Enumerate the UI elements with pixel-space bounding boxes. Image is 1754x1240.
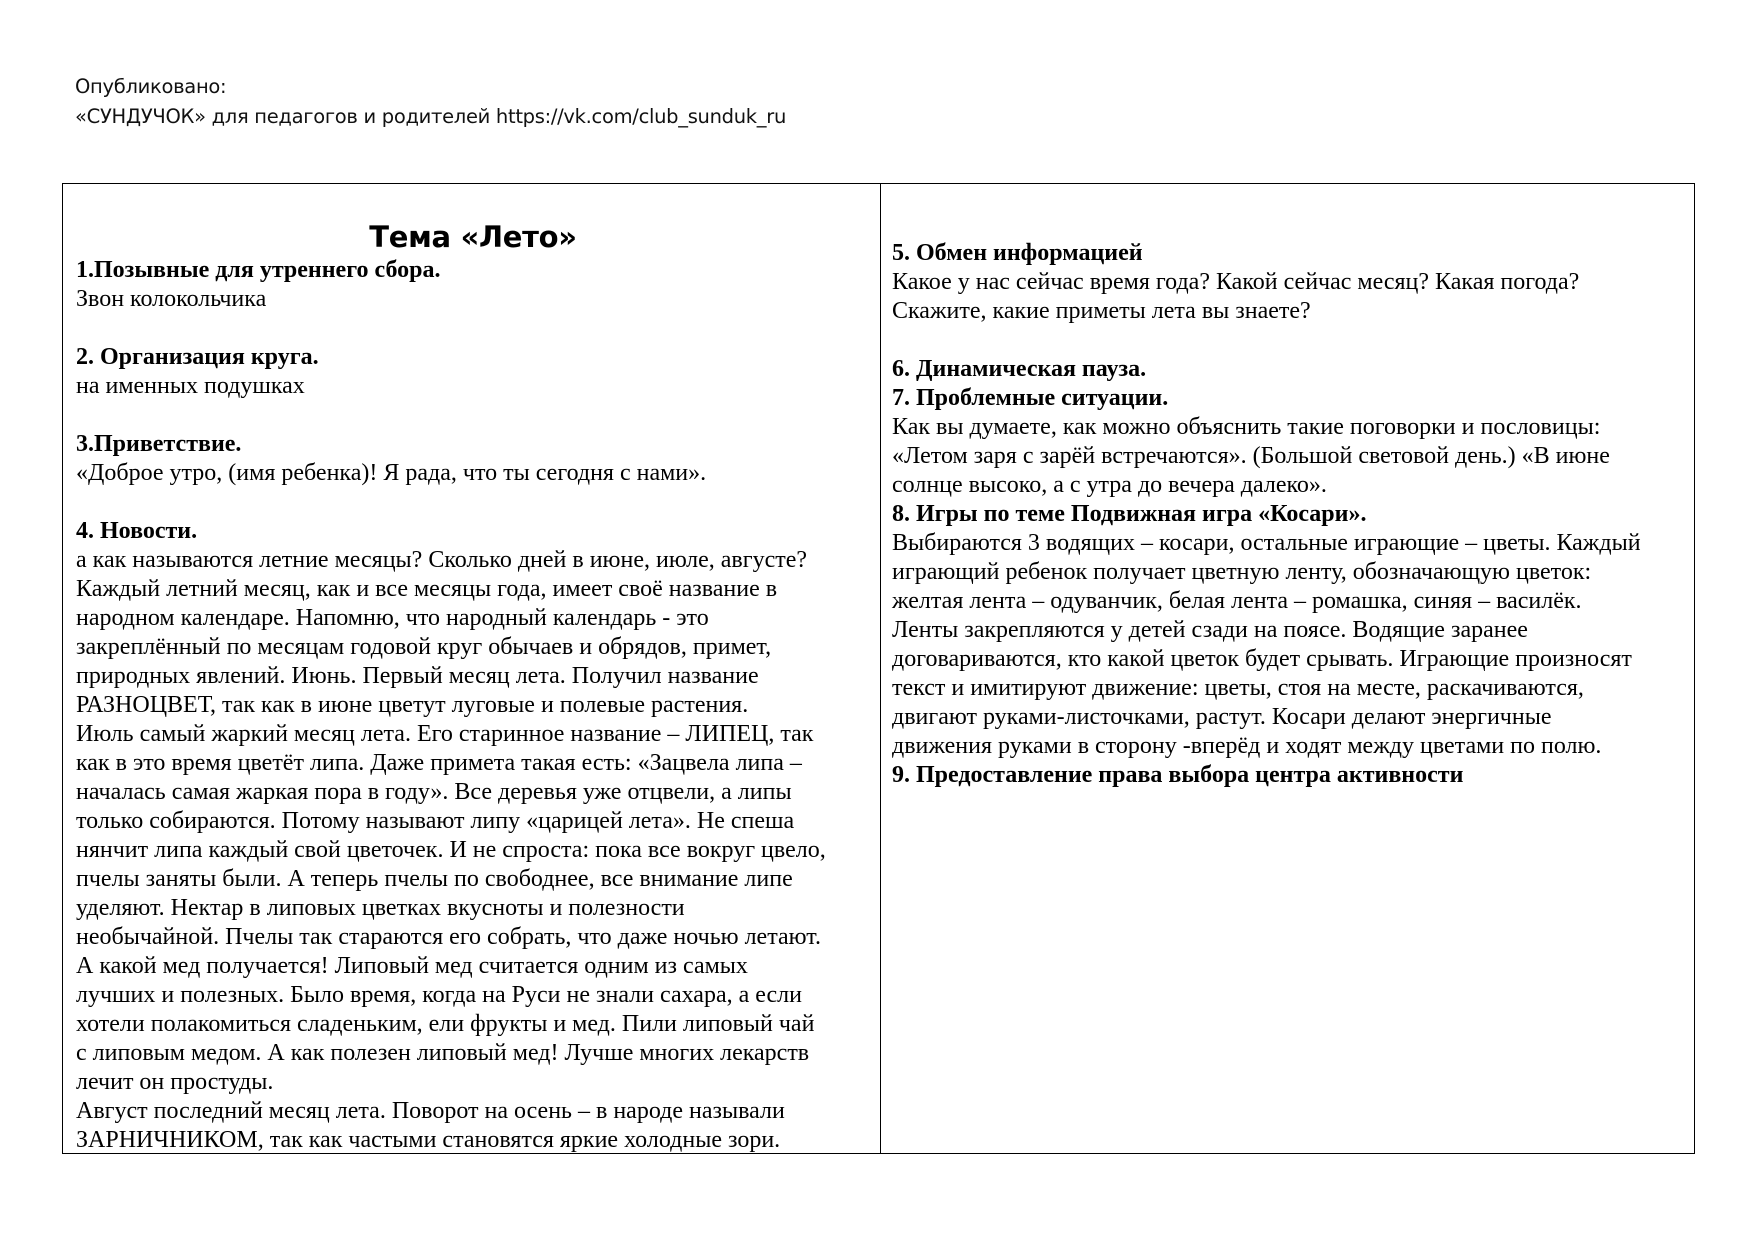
left-column	[63, 184, 881, 1153]
text-line: Ленты закрепляются у детей сзади на поясе. Водящие заранее	[892, 617, 1528, 643]
section-2-heading: 2. Организация круга.	[76, 344, 319, 370]
text-line: необычайной. Пчелы так стараются его собрать, что даже ночью летают.	[76, 924, 821, 950]
text-line: началась самая жаркая пора в году». Все деревья уже отцвели, а липы	[76, 779, 792, 805]
section-8-text	[892, 529, 1686, 761]
text-line: договариваются, кто какой цветок будет срывать. Играющие произносят	[892, 646, 1632, 672]
text-line: Каждый летний месяц, как и все месяцы года, имеет своё название в	[76, 576, 778, 602]
text-line: природных явлений. Июнь. Первый месяц лета. Получил название	[76, 663, 759, 689]
text-line: РАЗНОЦВЕТ, так как в июне цветут луговые и полевые растения.	[76, 692, 749, 718]
text-line: движения руками в сторону -вперёд и ходят между цветами по полю.	[892, 733, 1602, 759]
section-3-text: «Доброе утро, (имя ребенка)! Я рада, что ты сегодня с нами».	[76, 460, 707, 486]
text-line: нянчит липа каждый свой цветочек. И не спроста: пока все вокруг цвело,	[76, 837, 826, 863]
right-column	[881, 184, 1694, 1153]
text-line: уделяют. Нектар в липовых цветках вкусноты и полезности	[76, 895, 685, 921]
text-line: хотели полакомиться сладеньким, ели фрукты и мед. Пили липовый чай	[76, 1011, 815, 1037]
text-line: желтая лента – одуванчик, белая лента – ромашка, синяя – василёк.	[892, 588, 1582, 614]
text-line: Август последний месяц лета. Поворот на осень – в народе называли	[76, 1098, 785, 1124]
published-header	[75, 72, 786, 132]
section-4-text	[76, 546, 870, 1153]
section-1-text: Звон колокольчика	[76, 286, 267, 312]
text-line: ЗАРНИЧНИКОМ, так как частыми становятся яркие холодные зори.	[76, 1127, 781, 1153]
text-line: лучших и полезных. Было время, когда на Руси не знали сахара, а если	[76, 982, 802, 1008]
text-line: Выбираются 3 водящих – косари, остальные играющие – цветы. Каждый	[892, 530, 1641, 556]
text-line: как в это время цветёт липа. Даже примета такая есть: «Зацвела липа –	[76, 750, 802, 776]
section-9-heading: 9. Предоставление права выбора центра активности	[892, 762, 1464, 788]
text-line: с липовым медом. А как полезен липовый мед! Лучше многих лекарств	[76, 1040, 810, 1066]
text-line: закреплённый по месяцам годовой круг обычаев и обрядов, примет,	[76, 634, 772, 660]
text-line: играющий ребенок получает цветную ленту, обозначающую цветок:	[892, 559, 1592, 585]
section-5-heading: 5. Обмен информацией	[892, 240, 1143, 266]
section-1-heading: 1.Позывные для утреннего сбора.	[76, 257, 441, 283]
text-line: текст и имитируют движение: цветы, стоя на месте, раскачиваются,	[892, 675, 1584, 701]
text-line: народном календаре. Напомню, что народный календарь - это	[76, 605, 709, 631]
text-line: пчелы заняты были. А теперь пчелы по свободнее, все внимание липе	[76, 866, 793, 892]
section-8-heading: 8. Игры по теме Подвижная игра «Косари».	[892, 501, 1367, 527]
text-line: Какое у нас сейчас время года? Какой сейчас месяц? Какая погода?	[892, 269, 1580, 295]
text-line: а как называются летние месяцы? Сколько дней в июне, июле, августе?	[76, 547, 808, 573]
section-6-heading: 6. Динамическая пауза.	[892, 356, 1147, 382]
text-line: лечит он простуды.	[76, 1069, 274, 1095]
published-label: Опубликовано:	[75, 75, 227, 98]
section-3-heading: 3.Приветствие.	[76, 431, 242, 457]
text-line: солнце высоко, а с утра до вечера далеко».	[892, 472, 1327, 498]
section-7-text	[892, 413, 1686, 500]
text-line: только собираются. Потому называют липу «царицей лета». Не спеша	[76, 808, 795, 834]
source-line: «СУНДУЧОК» для педагогов и родителей https://vk.com/club_sunduk_ru	[75, 105, 787, 128]
section-7-heading: 7. Проблемные ситуации.	[892, 385, 1169, 411]
page-title: Тема «Лето»	[369, 220, 577, 254]
text-line: Июль самый жаркий месяц лета. Его старинное название – ЛИПЕЦ, так	[76, 721, 814, 747]
text-line: Как вы думаете, как можно объяснить такие поговорки и пословицы:	[892, 414, 1601, 440]
text-line: Скажите, какие приметы лета вы знаете?	[892, 298, 1311, 324]
section-5-text	[892, 268, 1686, 326]
content-table	[62, 183, 1695, 1154]
text-line: двигают руками-листочками, растут. Косари делают энергичные	[892, 704, 1552, 730]
text-line: «Летом заря с зарёй встречаются». (Большой световой день.) «В июне	[892, 443, 1610, 469]
section-2-text: на именных подушках	[76, 373, 305, 399]
text-line: А какой мед получается! Липовый мед считается одним из самых	[76, 953, 748, 979]
section-4-heading: 4. Новости.	[76, 518, 198, 544]
